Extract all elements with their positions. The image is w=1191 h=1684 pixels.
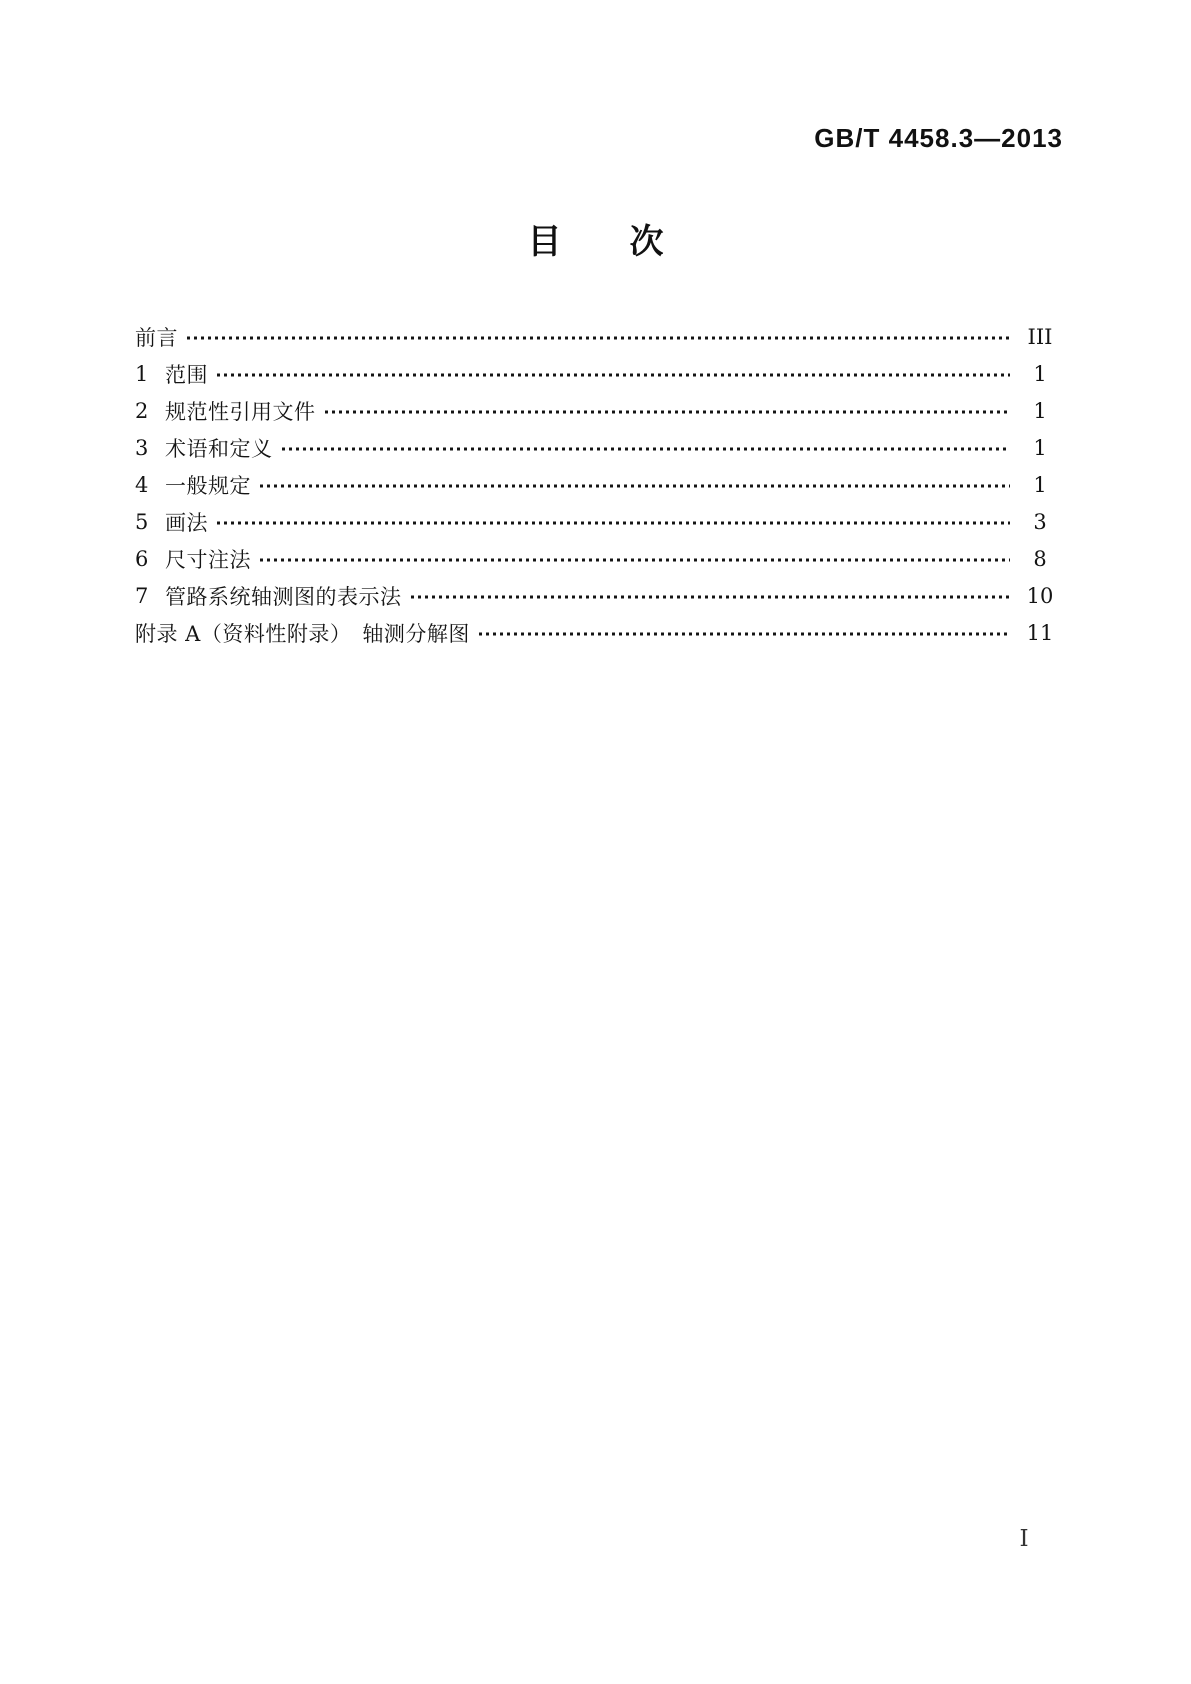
toc-entry-page: 3 <box>1033 509 1047 534</box>
toc-entry-page: 8 <box>1033 546 1047 571</box>
toc-entry <box>135 392 1060 429</box>
toc-entry <box>135 429 1060 466</box>
toc-entry-page: 1 <box>1033 361 1047 386</box>
toc-entry-page: III <box>1027 324 1053 349</box>
toc-entry <box>135 466 1060 503</box>
dot-leader <box>325 392 1011 429</box>
toc-entry-label: 规范性引用文件 <box>165 399 316 424</box>
toc-entry <box>135 577 1060 614</box>
toc-entry-number: 6 <box>135 546 149 571</box>
dot-leader <box>479 614 1010 651</box>
toc-entry-label: 术语和定义 <box>165 436 273 461</box>
toc-entry <box>135 355 1060 392</box>
toc-entry-page: 1 <box>1033 398 1047 423</box>
toc-entry-page: 1 <box>1033 472 1047 497</box>
toc-entry <box>135 503 1060 540</box>
toc-title: 目 次 <box>527 222 664 262</box>
dot-leader <box>260 540 1010 577</box>
toc-entry-page: 11 <box>1026 620 1054 645</box>
toc-entry-number: 2 <box>135 398 149 423</box>
table-of-contents <box>135 318 1060 651</box>
toc-entry-label: 尺寸注法 <box>165 547 251 572</box>
toc-entry-label: 前言 <box>135 325 178 350</box>
toc-entry-number: 1 <box>135 361 149 386</box>
toc-entry-number: 5 <box>135 509 149 534</box>
toc-entry-label: 范围 <box>165 362 208 387</box>
toc-entry <box>135 614 1060 651</box>
toc-entry-number: 7 <box>135 583 149 608</box>
toc-entry-label: 附录 A（资料性附录） 轴测分解图 <box>135 621 470 646</box>
toc-entry <box>135 540 1060 577</box>
dot-leader <box>217 503 1010 540</box>
dot-leader <box>187 318 1010 355</box>
dot-leader <box>217 355 1010 392</box>
toc-entry-page: 1 <box>1033 435 1047 460</box>
toc-entry-label: 管路系统轴测图的表示法 <box>165 584 402 609</box>
footer-page-number: I <box>1019 1526 1029 1552</box>
toc-entry-number: 3 <box>135 435 149 460</box>
toc-entry <box>135 318 1060 355</box>
toc-entry-label: 画法 <box>165 510 208 535</box>
standard-code: GB/T 4458.3—2013 <box>814 123 1063 153</box>
toc-entry-page: 10 <box>1026 583 1054 608</box>
toc-entry-label: 一般规定 <box>165 473 251 498</box>
dot-leader <box>411 577 1011 614</box>
dot-leader <box>282 429 1011 466</box>
toc-entry-number: 4 <box>135 472 149 497</box>
dot-leader <box>260 466 1010 503</box>
